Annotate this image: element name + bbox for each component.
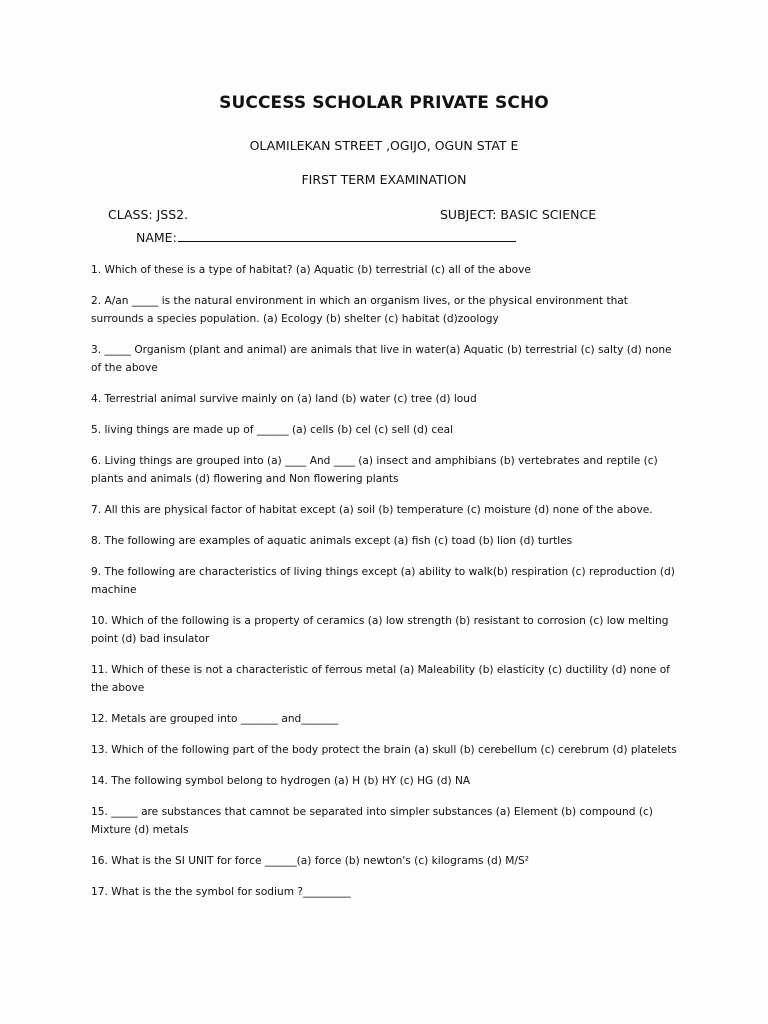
question-item: 10. Which of the following is a property of ceramics (a) low strength (b) resistant to corrosion (c) low melting point (d) bad insulator	[91, 615, 669, 645]
question-item: 5. living things are made up of ______ (a) cells (b) cel (c) sell (d) ceal	[91, 424, 454, 436]
question-item: 8. The following are examples of aquatic animals except (a) fish (c) toad (b) lion (d) turtles	[91, 535, 573, 547]
question-item: 17. What is the the symbol for sodium ?_________	[91, 886, 351, 898]
question-item: 16. What is the SI UNIT for force ______(a) force (b) newton's (c) kilograms (d) M/S²	[91, 855, 529, 867]
school-name: SUCCESS SCHOLAR PRIVATE SCHO	[219, 93, 549, 113]
subject-label: SUBJECT: BASIC SCIENCE	[440, 207, 597, 222]
question-item: 13. Which of the following part of the body protect the brain (a) skull (b) cerebellum (c) cerebrum (d) platelets	[91, 744, 677, 756]
question-item: 12. Metals are grouped into _______ and_______	[91, 713, 339, 725]
question-item: 2. A/an _____ is the natural environment in which an organism lives, or the physical environment that surrounds a species population. (a) Ecology (b) shelter (c) habitat (d)zoology	[91, 295, 628, 325]
question-item: 7. All this are physical factor of habitat except (a) soil (b) temperature (c) moisture (d) none of the above.	[91, 504, 653, 516]
question-item: 4. Terrestrial animal survive mainly on (a) land (b) water (c) tree (d) loud	[91, 393, 477, 405]
name-blank-line	[178, 229, 516, 242]
question-item: 15. _____ are substances that camnot be separated into simpler substances (a) Element (b) compound (c) Mixture (d) metals	[91, 806, 653, 836]
exam-title: FIRST TERM EXAMINATION	[301, 172, 467, 187]
name-line	[136, 229, 516, 245]
question-list	[91, 261, 681, 914]
question-item: 11. Which of these is not a characteristic of ferrous metal (a) Maleability (b) elasticity (c) ductility (d) none of the above	[91, 664, 670, 694]
class-label: CLASS: JSS2.	[108, 207, 189, 222]
question-item: 9. The following are characteristics of living things except (a) ability to walk(b) respiration (c) reproduction (d) machine	[91, 566, 675, 596]
question-item: 1. Which of these is a type of habitat? (a) Aquatic (b) terrestrial (c) all of the above	[91, 264, 531, 276]
name-label: NAME:	[136, 230, 177, 245]
question-item: 14. The following symbol belong to hydrogen (a) H (b) HY (c) HG (d) NA	[91, 775, 471, 787]
question-item: 6. Living things are grouped into (a) ____ And ____ (a) insect and amphibians (b) vertebrates and reptile (c) plants and animals (d) flowering and Non flowering plants	[91, 455, 658, 485]
school-address: OLAMILEKAN STREET ,OGIJO, OGUN STAT E	[249, 138, 519, 153]
question-item: 3. _____ Organism (plant and animal) are animals that live in water(a) Aquatic (b) terrestrial (c) salty (d) none of the above	[91, 344, 672, 374]
